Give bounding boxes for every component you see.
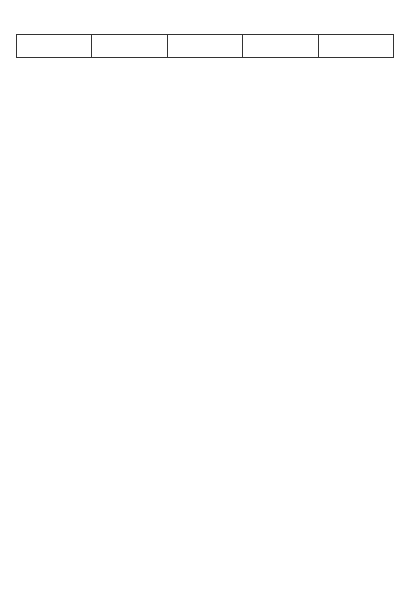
month-logo (38, 1, 39, 31)
weekday-header-row (17, 35, 394, 58)
calendar-table (16, 34, 394, 58)
weekday-wed (167, 35, 242, 58)
weekday-thu (243, 35, 318, 58)
weekday-fri (318, 35, 393, 58)
weekday-tue (92, 35, 167, 58)
weekday-mon (17, 35, 92, 58)
header (0, 0, 409, 34)
